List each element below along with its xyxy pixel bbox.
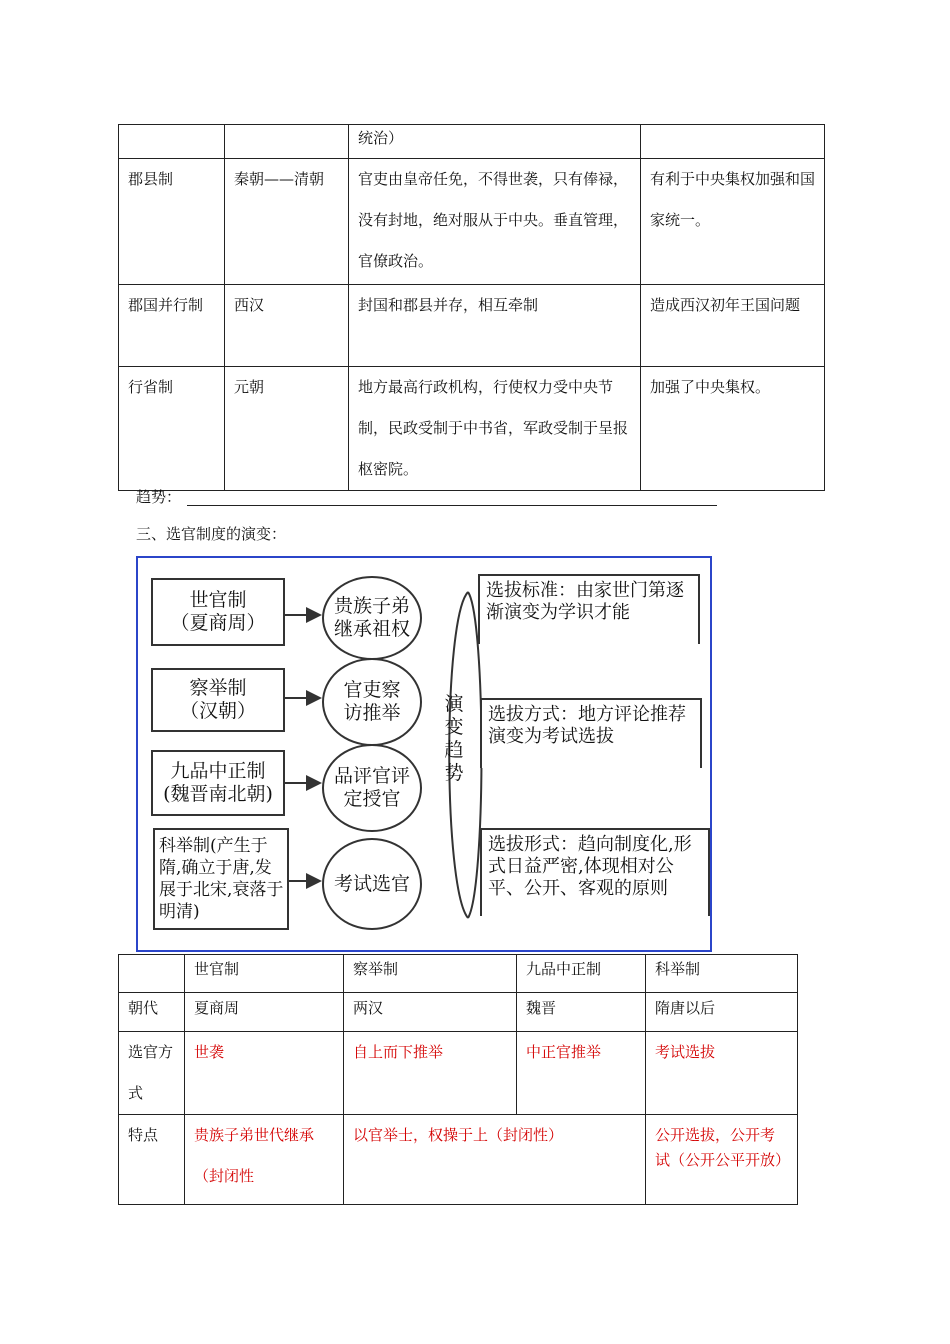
trend-text: 选拔标准：由家世门第逐渐演变为学识才能 bbox=[486, 580, 684, 623]
table-cell: 自上而下推举 bbox=[344, 1032, 517, 1115]
system-box-shiguan bbox=[151, 578, 285, 646]
table-cell: 西汉 bbox=[225, 285, 349, 367]
table-cell bbox=[641, 125, 825, 159]
table-cell bbox=[119, 125, 225, 159]
table-cell: 贵族子弟世代继承（封闭性 bbox=[185, 1115, 344, 1205]
table-row bbox=[119, 993, 798, 1032]
method-text: 品评官评定授官 bbox=[333, 765, 410, 810]
table-cell bbox=[225, 125, 349, 159]
method-text: 考试选官 bbox=[333, 872, 410, 895]
section-title: 三、选官制度的演变： bbox=[136, 525, 287, 543]
table-row bbox=[119, 367, 825, 491]
trend-box bbox=[478, 574, 700, 644]
table-cell: 朝代 bbox=[119, 993, 185, 1032]
header-cell: 世官制 bbox=[185, 955, 344, 993]
table-row bbox=[119, 1115, 798, 1205]
trend-box bbox=[480, 828, 710, 916]
trend-label: 趋势： bbox=[136, 488, 182, 506]
local-admin-table bbox=[118, 124, 825, 491]
official-selection-diagram bbox=[136, 556, 712, 952]
method-oval bbox=[322, 838, 422, 930]
system-era: (魏晋南北朝) bbox=[163, 783, 273, 805]
trend-answer-line bbox=[187, 505, 717, 506]
table-cell: 封国和郡县并存，相互牵制 bbox=[349, 285, 641, 367]
system-era: （夏商周） bbox=[170, 612, 266, 634]
table-cell: 世袭 bbox=[185, 1032, 344, 1115]
table-row bbox=[119, 159, 825, 285]
table-cell: 官吏由皇帝任免，不得世袭，只有俸禄，没有封地，绝对服从于中央。垂直管理，官僚政治。 bbox=[349, 159, 641, 285]
method-oval bbox=[322, 744, 422, 832]
table-cell: 公开选拔，公开考试（公开公平开放） bbox=[646, 1115, 798, 1205]
method-text: 官吏察访推举 bbox=[343, 679, 401, 724]
table-cell: 加强了中央集权。 bbox=[641, 367, 825, 491]
trend-title: 演变趋势 bbox=[444, 693, 464, 784]
table-cell: 造成西汉初年王国问题 bbox=[641, 285, 825, 367]
table-cell: 以官举士，权操于上（封闭性） bbox=[344, 1115, 646, 1205]
table-row bbox=[119, 1032, 798, 1115]
table-cell: 行省制 bbox=[119, 367, 225, 491]
method-text: 贵族子弟继承祖权 bbox=[333, 595, 410, 640]
table-cell: 考试选拔 bbox=[646, 1032, 798, 1115]
table-cell: 统治） bbox=[349, 125, 641, 159]
trend-text: 选拔方式：地方评论推荐演变为考试选拔 bbox=[488, 704, 686, 747]
header-cell: 科举制 bbox=[646, 955, 798, 993]
table-cell: 秦朝——清朝 bbox=[225, 159, 349, 285]
selection-comparison-table bbox=[118, 954, 798, 1205]
table-row bbox=[119, 125, 825, 159]
table-cell: 有利于中央集权加强和国家统一。 bbox=[641, 159, 825, 285]
system-name: 世官制 bbox=[189, 589, 247, 611]
table-cell: 中正官推举 bbox=[517, 1032, 646, 1115]
table-cell: 隋唐以后 bbox=[646, 993, 798, 1032]
trend-text: 选拔形式：趋向制度化,形式日益严密,体现相对公平、公开、客观的原则 bbox=[488, 834, 692, 899]
table-cell: 郡国并行制 bbox=[119, 285, 225, 367]
table-header-row bbox=[119, 955, 798, 993]
table-row bbox=[119, 285, 825, 367]
trend-box bbox=[480, 698, 702, 768]
system-box-chaju bbox=[151, 668, 285, 732]
table-cell: 两汉 bbox=[344, 993, 517, 1032]
table-cell: 元朝 bbox=[225, 367, 349, 491]
system-name: 九品中正制 bbox=[170, 760, 266, 782]
method-oval bbox=[322, 658, 422, 746]
system-name: 科举制(产生于隋,确立于唐,发展于北宋,衰落于明清) bbox=[159, 836, 284, 922]
table-cell: 地方最高行政机构，行使权力受中央节制，民政受制于中书省，军政受制于呈报枢密院。 bbox=[349, 367, 641, 491]
system-name: 察举制 bbox=[189, 677, 247, 699]
method-oval bbox=[322, 576, 422, 660]
system-era: （汉朝） bbox=[179, 700, 256, 722]
system-box-keju bbox=[153, 828, 289, 930]
table-cell: 选官方式 bbox=[119, 1032, 185, 1115]
header-cell: 察举制 bbox=[344, 955, 517, 993]
header-cell bbox=[119, 955, 185, 993]
table-cell: 夏商周 bbox=[185, 993, 344, 1032]
system-box-jiupin bbox=[151, 750, 285, 816]
table-cell: 魏晋 bbox=[517, 993, 646, 1032]
header-cell: 九品中正制 bbox=[517, 955, 646, 993]
table-cell: 郡县制 bbox=[119, 159, 225, 285]
table-cell: 特点 bbox=[119, 1115, 185, 1205]
